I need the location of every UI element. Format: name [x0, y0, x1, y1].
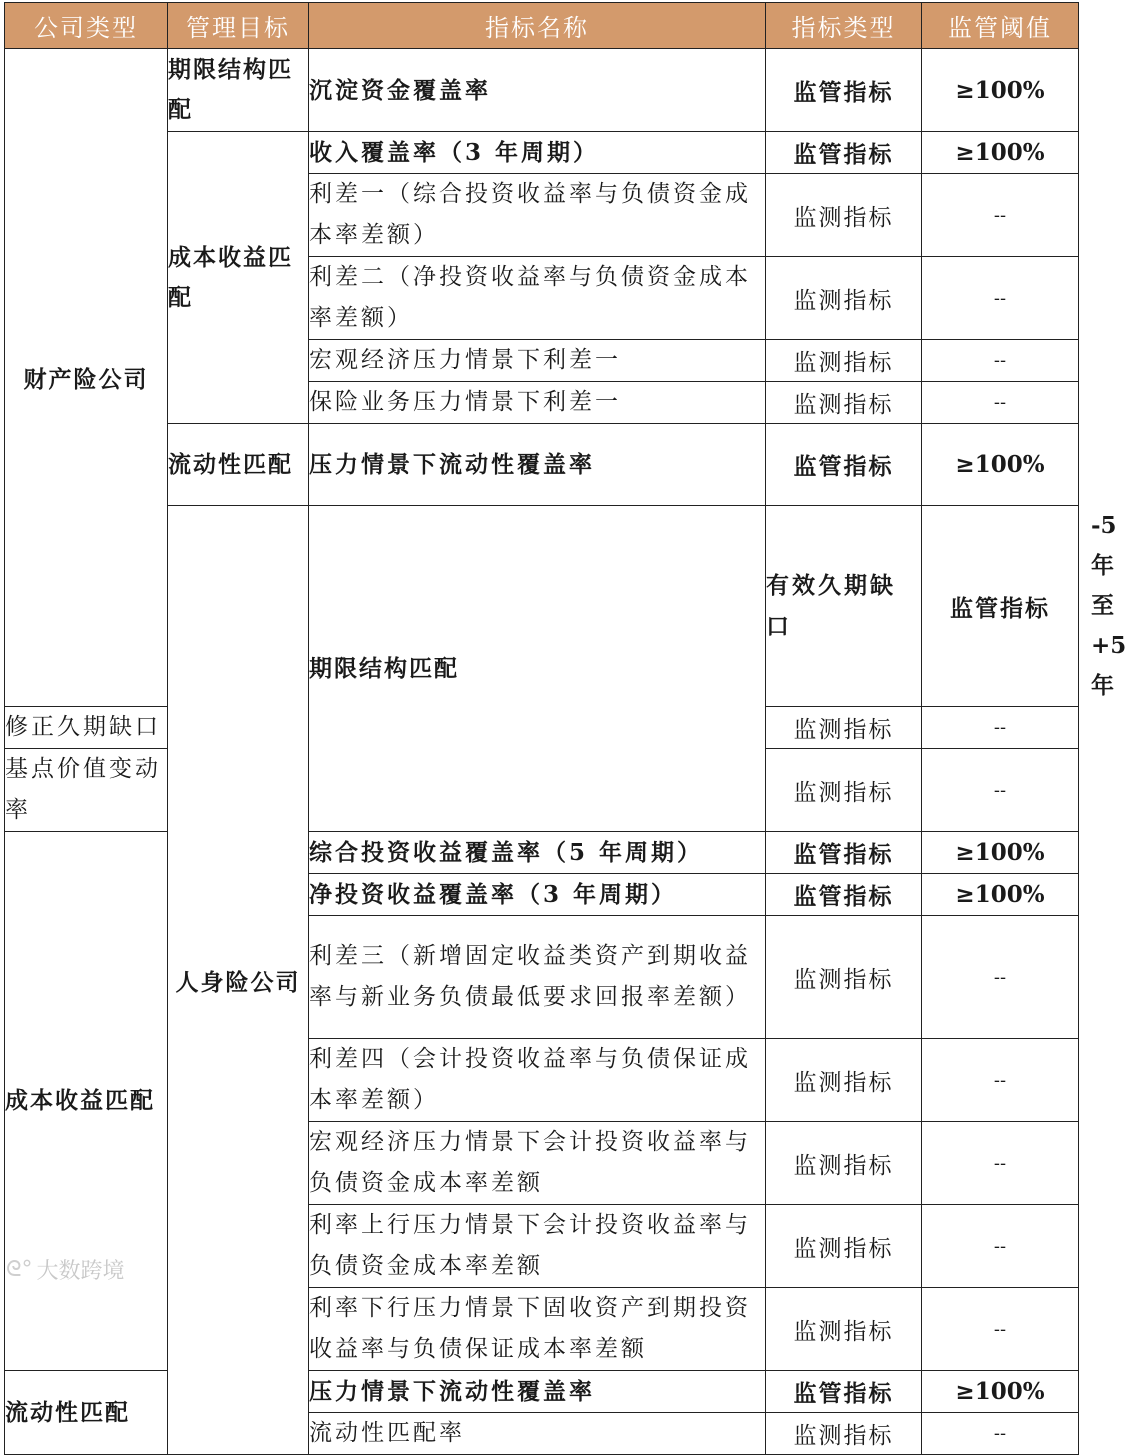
- indicator-type-cell: 监管指标: [766, 424, 922, 506]
- watermark-text: 大数跨境: [36, 1259, 125, 1284]
- indicator-type-cell: 监管指标: [766, 874, 922, 916]
- indicator-type-cell: 监测指标: [766, 707, 922, 749]
- table-row: [5, 832, 1079, 874]
- threshold-cell: ≥100%: [922, 49, 1079, 132]
- objective-cell: 成本收益匹配: [5, 832, 168, 1371]
- indicator-type-cell: 监测指标: [766, 1205, 922, 1288]
- watermark: [6, 1254, 125, 1285]
- indicator-name-cell: 利差三（新增固定收益类资产到期收益率与新业务负债最低要求回报率差额）: [309, 916, 766, 1039]
- indicator-type-cell: 监测指标: [766, 257, 922, 340]
- indicator-type-cell: 监测指标: [766, 340, 922, 382]
- indicator-name-cell: 综合投资收益覆盖率（5 年周期）: [309, 832, 766, 874]
- table-body: [5, 49, 1126, 1455]
- regulatory-indicator-table: [4, 2, 1126, 1455]
- header-row: [5, 3, 1079, 49]
- threshold-cell: ≥100%: [922, 1371, 1079, 1413]
- indicator-name-cell: 压力情景下流动性覆盖率: [309, 1371, 766, 1413]
- threshold-cell: ≥100%: [922, 424, 1079, 506]
- objective-cell: 成本收益匹配: [168, 132, 309, 424]
- indicator-name-cell: 保险业务压力情景下利差一: [309, 382, 766, 424]
- indicator-name-cell: 利差四（会计投资收益率与负债保证成本率差额）: [309, 1039, 766, 1122]
- objective-cell: 期限结构匹配: [309, 506, 766, 832]
- indicator-type-cell: 监测指标: [766, 1039, 922, 1122]
- table-row: [5, 49, 1079, 132]
- table-row: 人身险公司 期限结构匹配 有效久期缺口 监管指标 -5 年 至 +5 年: [5, 506, 1079, 707]
- threshold-cell: --: [922, 257, 1079, 340]
- threshold-cell: --: [922, 340, 1079, 382]
- indicator-type-cell: 监管指标: [766, 132, 922, 174]
- objective-cell: 流动性匹配: [168, 424, 309, 506]
- indicator-name-cell: 利差一（综合投资收益率与负债资金成本率差额）: [309, 174, 766, 257]
- header-regulatory-threshold: 监管阈值: [922, 3, 1079, 49]
- header-company-type: 公司类型: [5, 3, 168, 49]
- threshold-cell: --: [922, 749, 1079, 832]
- indicator-name-cell: 流动性匹配率: [309, 1413, 766, 1455]
- indicator-name-cell: 宏观经济压力情景下会计投资收益率与负债资金成本率差额: [309, 1122, 766, 1205]
- threshold-cell: --: [922, 916, 1079, 1039]
- objective-cell: 流动性匹配: [5, 1371, 168, 1455]
- objective-cell: 期限结构匹配: [168, 49, 309, 132]
- threshold-cell: --: [922, 1288, 1079, 1371]
- threshold-cell: ≥100%: [922, 132, 1079, 174]
- table-header: [5, 3, 1079, 49]
- indicator-name-cell: 基点价值变动率: [5, 749, 168, 832]
- indicator-type-cell: 监管指标: [766, 1371, 922, 1413]
- threshold-cell: --: [922, 707, 1079, 749]
- indicator-name-cell: 利率下行压力情景下固收资产到期投资收益率与负债保证成本率差额: [309, 1288, 766, 1371]
- indicator-name-cell: 宏观经济压力情景下利差一: [309, 340, 766, 382]
- header-indicator-type: 指标类型: [766, 3, 922, 49]
- indicator-name-cell: 有效久期缺口: [766, 506, 922, 707]
- indicator-type-cell: 监测指标: [766, 1288, 922, 1371]
- threshold-cell: --: [922, 1122, 1079, 1205]
- indicator-type-cell: 监测指标: [766, 1413, 922, 1455]
- indicator-type-cell: 监测指标: [766, 749, 922, 832]
- brand-logo-icon: ᘓ°: [6, 1257, 33, 1282]
- indicator-name-cell: 利差二（净投资收益率与负债资金成本率差额）: [309, 257, 766, 340]
- threshold-cell: --: [922, 382, 1079, 424]
- threshold-cell: --: [922, 1039, 1079, 1122]
- threshold-cell: --: [922, 1205, 1079, 1288]
- header-indicator-name: 指标名称: [309, 3, 766, 49]
- threshold-cell: ≥100%: [922, 874, 1079, 916]
- indicator-name-cell: 压力情景下流动性覆盖率: [309, 424, 766, 506]
- company-type-cell: 财产险公司: [5, 49, 168, 707]
- threshold-cell: ≥100%: [922, 832, 1079, 874]
- threshold-cell: --: [922, 1413, 1079, 1455]
- indicator-type-cell: 监测指标: [766, 1122, 922, 1205]
- indicator-type-cell: 监管指标: [766, 832, 922, 874]
- threshold-cell: --: [922, 174, 1079, 257]
- header-management-objective: 管理目标: [168, 3, 309, 49]
- indicator-type-cell: 监管指标: [922, 506, 1079, 707]
- indicator-type-cell: 监测指标: [766, 916, 922, 1039]
- indicator-type-cell: 监测指标: [766, 174, 922, 257]
- indicator-name-cell: 收入覆盖率（3 年周期）: [309, 132, 766, 174]
- table-row: [5, 1371, 1079, 1413]
- indicator-name-cell: 修正久期缺口: [5, 707, 168, 749]
- indicator-type-cell: 监测指标: [766, 382, 922, 424]
- indicator-name-cell: 净投资收益覆盖率（3 年周期）: [309, 874, 766, 916]
- indicator-name-cell: 利率上行压力情景下会计投资收益率与负债资金成本率差额: [309, 1205, 766, 1288]
- company-type-cell: 人身险公司: [168, 506, 309, 1455]
- indicator-name-cell: 沉淀资金覆盖率: [309, 49, 766, 132]
- indicator-type-cell: 监管指标: [766, 49, 922, 132]
